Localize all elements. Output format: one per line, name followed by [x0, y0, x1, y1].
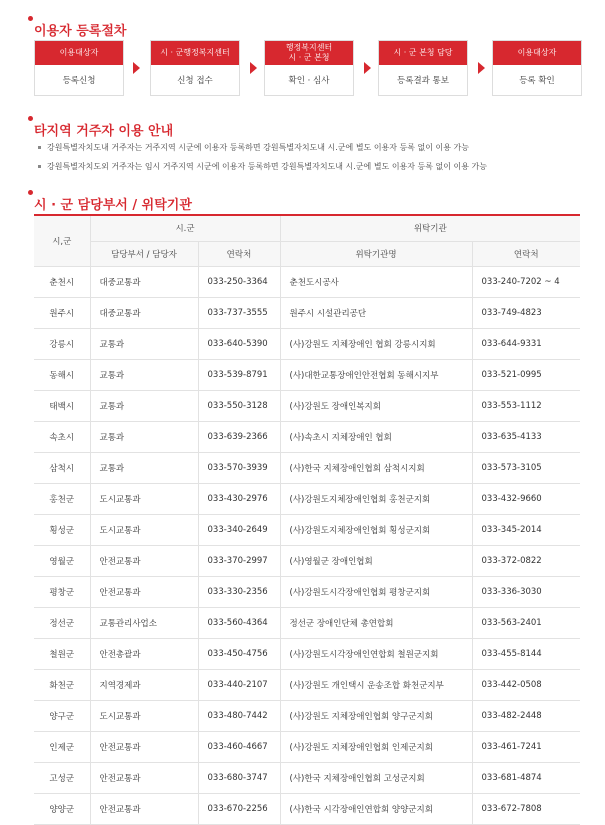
- agency-name-cell: (사)한국 지체장애인협회 고성군지회: [280, 763, 472, 794]
- table-row: [34, 546, 580, 577]
- city-cell: 화천군: [34, 670, 90, 701]
- header-city: 시,군: [34, 215, 90, 267]
- table-row: [34, 763, 580, 794]
- table-row: [34, 391, 580, 422]
- phone-cell: 033-737-3555: [198, 298, 280, 329]
- agency-name-cell: (사)한국 지체장애인협회 삼척시지회: [280, 453, 472, 484]
- step-4: [378, 40, 468, 96]
- dept-cell: 교통과: [90, 329, 198, 360]
- step-5: [492, 40, 582, 96]
- agency-phone-cell: 033-573-3105: [472, 453, 580, 484]
- phone-cell: 033-639-2366: [198, 422, 280, 453]
- table-row: [34, 639, 580, 670]
- square-bullet-icon: [38, 165, 41, 168]
- city-cell: 속초시: [34, 422, 90, 453]
- city-cell: 양구군: [34, 701, 90, 732]
- city-cell: 영월군: [34, 546, 90, 577]
- step-header: 행정복지센터 시 · 군 본청: [265, 41, 353, 65]
- phone-cell: 033-539-8791: [198, 360, 280, 391]
- phone-cell: 033-680-3747: [198, 763, 280, 794]
- header-agency-phone: 연락처: [472, 241, 580, 267]
- phone-cell: 033-670-2256: [198, 794, 280, 825]
- table-row: [34, 608, 580, 639]
- dept-cell: 안전교통과: [90, 577, 198, 608]
- agency-name-cell: 정선군 장애인단체 총연합회: [280, 608, 472, 639]
- city-cell: 인제군: [34, 732, 90, 763]
- header-phone: 연락처: [198, 241, 280, 267]
- bullet-dot-icon: [28, 16, 33, 21]
- agency-name-cell: (사)영월군 장애인협회: [280, 546, 472, 577]
- phone-cell: 033-430-2976: [198, 484, 280, 515]
- other-region-notes: [38, 138, 487, 176]
- step-header: 이용대상자: [493, 41, 581, 65]
- city-cell: 평창군: [34, 577, 90, 608]
- table-row: [34, 329, 580, 360]
- agency-name-cell: (사)강원도 지체장애인 협회 강릉시지회: [280, 329, 472, 360]
- step-header: 시 · 군 본청 담당: [379, 41, 467, 65]
- phone-cell: 033-560-4364: [198, 608, 280, 639]
- note-item: 강원특별자치도내 거주자는 거주지역 시군에 이용자 등록하면 강원특별자치도내 시.군에 별도 이용자 등록 없이 이용 가능: [38, 138, 487, 157]
- city-cell: 정선군: [34, 608, 90, 639]
- header-agency-name: 위탁기관명: [280, 241, 472, 267]
- dept-cell: 교통과: [90, 360, 198, 391]
- city-cell: 홍천군: [34, 484, 90, 515]
- arrow-right-icon: [133, 62, 140, 74]
- dept-cell: 교통과: [90, 453, 198, 484]
- contacts-section-title: 시 · 군 담당부서 / 위탁기관: [34, 194, 192, 213]
- agency-phone-cell: 033-482-2448: [472, 701, 580, 732]
- dept-cell: 대중교통과: [90, 267, 198, 298]
- table-row: [34, 670, 580, 701]
- agency-phone-cell: 033-432-9660: [472, 484, 580, 515]
- agency-phone-cell: 033-240-7202 ~ 4: [472, 267, 580, 298]
- dept-cell: 도시교통과: [90, 484, 198, 515]
- agency-phone-cell: 033-461-7241: [472, 732, 580, 763]
- phone-cell: 033-570-3939: [198, 453, 280, 484]
- step-body: 신청 접수: [177, 76, 213, 86]
- square-bullet-icon: [38, 146, 41, 149]
- dept-cell: 교통과: [90, 422, 198, 453]
- table-row: [34, 267, 580, 298]
- dept-cell: 도시교통과: [90, 701, 198, 732]
- agency-phone-cell: 033-563-2401: [472, 608, 580, 639]
- dept-cell: 안전총괄과: [90, 639, 198, 670]
- city-cell: 춘천시: [34, 267, 90, 298]
- step-3: [264, 40, 354, 96]
- table-row: [34, 484, 580, 515]
- city-cell: 양양군: [34, 794, 90, 825]
- agency-phone-cell: 033-672-7808: [472, 794, 580, 825]
- dept-cell: 교통과: [90, 391, 198, 422]
- phone-cell: 033-340-2649: [198, 515, 280, 546]
- agency-name-cell: (사)강원도시각장애인협회 평창군지회: [280, 577, 472, 608]
- step-header: 이용대상자: [35, 41, 123, 65]
- step-header: 시 · 군행정복지센터: [151, 41, 239, 65]
- agency-phone-cell: 033-521-0995: [472, 360, 580, 391]
- step-body: 등록결과 통보: [397, 76, 449, 86]
- table-row: [34, 732, 580, 763]
- phone-cell: 033-370-2997: [198, 546, 280, 577]
- agency-phone-cell: 033-644-9331: [472, 329, 580, 360]
- agency-phone-cell: 033-336-3030: [472, 577, 580, 608]
- city-cell: 철원군: [34, 639, 90, 670]
- agency-name-cell: (사)강원도 지체장애인협회 양구군지회: [280, 701, 472, 732]
- step-2: [150, 40, 240, 96]
- agency-phone-cell: 033-455-8144: [472, 639, 580, 670]
- agency-phone-cell: 033-345-2014: [472, 515, 580, 546]
- registration-section-title: 이용자 등록절차: [34, 20, 126, 39]
- table-row: [34, 298, 580, 329]
- phone-cell: 033-460-4667: [198, 732, 280, 763]
- other-region-section-title: 타지역 거주자 이용 안내: [34, 120, 173, 139]
- step-1: [34, 40, 124, 96]
- agency-name-cell: (사)강원도 지체장애인협회 인제군지회: [280, 732, 472, 763]
- registration-steps: [34, 40, 605, 96]
- agency-phone-cell: 033-635-4133: [472, 422, 580, 453]
- agency-name-cell: (사)대한교통장애인안전협회 동해시지부: [280, 360, 472, 391]
- contacts-table-body: [34, 267, 580, 825]
- dept-cell: 도시교통과: [90, 515, 198, 546]
- phone-cell: 033-550-3128: [198, 391, 280, 422]
- city-cell: 원주시: [34, 298, 90, 329]
- agency-name-cell: 원주시 시설관리공단: [280, 298, 472, 329]
- agency-phone-cell: 033-749-4823: [472, 298, 580, 329]
- agency-name-cell: (사)강원도 개인택시 운송조합 화천군지부: [280, 670, 472, 701]
- agency-phone-cell: 033-372-0822: [472, 546, 580, 577]
- bullet-dot-icon: [28, 116, 33, 121]
- dept-cell: 대중교통과: [90, 298, 198, 329]
- phone-cell: 033-250-3364: [198, 267, 280, 298]
- table-row: [34, 701, 580, 732]
- header-dept: 담당부서 / 담당자: [90, 241, 198, 267]
- agency-name-cell: (사)한국 시각장애인연합회 양양군지회: [280, 794, 472, 825]
- dept-cell: 안전교통과: [90, 763, 198, 794]
- step-body: 등록신청: [62, 76, 96, 86]
- phone-cell: 033-440-2107: [198, 670, 280, 701]
- header-sigun: 시.군: [90, 215, 280, 241]
- step-body: 확인 · 심사: [288, 76, 330, 86]
- city-cell: 강릉시: [34, 329, 90, 360]
- dept-cell: 안전교통과: [90, 794, 198, 825]
- arrow-right-icon: [250, 62, 257, 74]
- agency-phone-cell: 033-442-0508: [472, 670, 580, 701]
- arrow-right-icon: [478, 62, 485, 74]
- table-row: [34, 577, 580, 608]
- step-body: 등록 확인: [519, 76, 555, 86]
- table-row: [34, 515, 580, 546]
- phone-cell: 033-480-7442: [198, 701, 280, 732]
- dept-cell: 교통관리사업소: [90, 608, 198, 639]
- agency-name-cell: (사)속초시 지체장애인 협회: [280, 422, 472, 453]
- table-row: [34, 794, 580, 825]
- table-row: [34, 453, 580, 484]
- header-agency: 위탁기관: [280, 215, 580, 241]
- city-cell: 태백시: [34, 391, 90, 422]
- phone-cell: 033-640-5390: [198, 329, 280, 360]
- phone-cell: 033-330-2356: [198, 577, 280, 608]
- city-cell: 삼척시: [34, 453, 90, 484]
- agency-name-cell: (사)강원도 장애인복지회: [280, 391, 472, 422]
- table-row: [34, 422, 580, 453]
- dept-cell: 지역경제과: [90, 670, 198, 701]
- bullet-dot-icon: [28, 190, 33, 195]
- city-cell: 고성군: [34, 763, 90, 794]
- agency-phone-cell: 033-681-4874: [472, 763, 580, 794]
- dept-cell: 안전교통과: [90, 732, 198, 763]
- note-item: 강원특별자치도외 거주자는 임시 거주지역 시군에 이용자 등록하면 강원특별자치도내 시.군에 별도 이용자 등록 없이 이용 가능: [38, 157, 487, 176]
- agency-name-cell: (사)강원도시각장애인연합회 철원군지회: [280, 639, 472, 670]
- table-row: [34, 360, 580, 391]
- city-cell: 횡성군: [34, 515, 90, 546]
- dept-cell: 안전교통과: [90, 546, 198, 577]
- arrow-right-icon: [364, 62, 371, 74]
- agency-name-cell: (사)강원도지체장애인협회 횡성군지회: [280, 515, 472, 546]
- agency-phone-cell: 033-553-1112: [472, 391, 580, 422]
- contacts-table: [34, 214, 580, 825]
- city-cell: 동해시: [34, 360, 90, 391]
- phone-cell: 033-450-4756: [198, 639, 280, 670]
- agency-name-cell: 춘천도시공사: [280, 267, 472, 298]
- agency-name-cell: (사)강원도지체장애인협회 홍천군지회: [280, 484, 472, 515]
